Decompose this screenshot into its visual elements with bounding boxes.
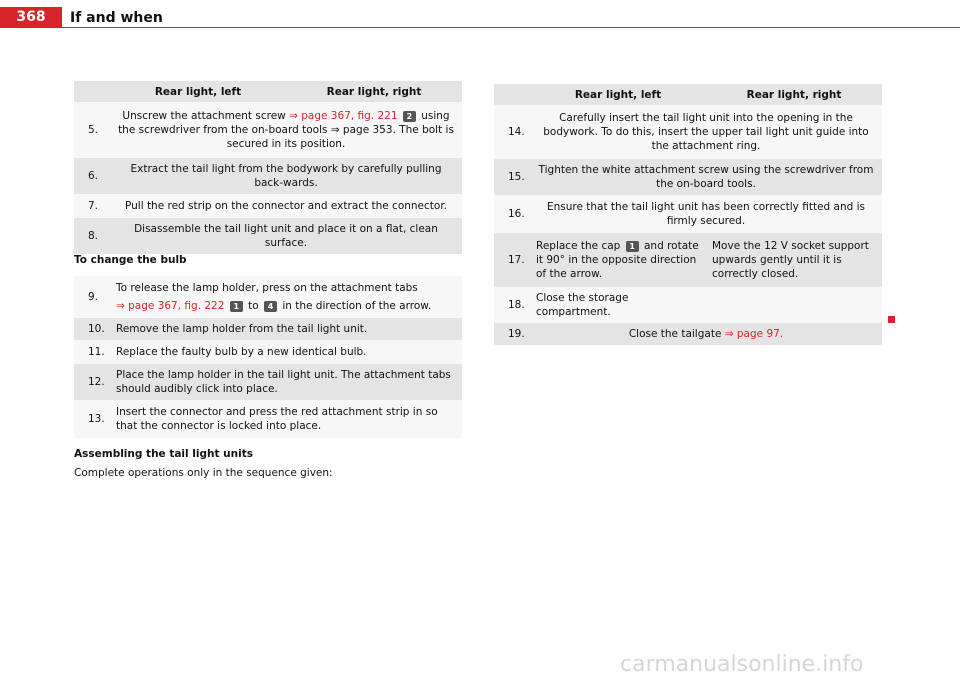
col-header-right: Rear light, right — [286, 81, 462, 102]
step-number: 10. — [74, 318, 110, 340]
watermark: carmanualsonline.info — [620, 652, 864, 677]
step-text: Tighten the white attachment screw using the screwdriver from the on-board tools. — [530, 159, 882, 195]
table-row — [74, 158, 462, 194]
header-rule — [0, 27, 960, 28]
step-text: Insert the connector and press the red attachment strip in so that the connector is locked into place. — [110, 400, 462, 438]
table-row — [494, 323, 882, 345]
table-row — [74, 218, 462, 254]
step-text: Extract the tail light from the bodywork by carefully pulling back-wards. — [110, 158, 462, 194]
step-number: 8. — [74, 218, 110, 254]
step-text-right: Move the 12 V socket support upwards gently until it is correctly closed. — [706, 233, 882, 287]
callout-badge: 1 — [230, 301, 243, 312]
table-change-bulb — [74, 276, 462, 438]
section-heading-assembling: Assembling the tail light units — [74, 448, 253, 460]
table-row — [74, 340, 462, 364]
step-number: 6. — [74, 158, 110, 194]
step-number: 17. — [494, 233, 530, 287]
page-link[interactable]: ⇒ page 367, fig. 221 — [289, 110, 398, 122]
step-text-left: Close the storage compartment. — [530, 287, 706, 323]
step-number: 11. — [74, 340, 110, 364]
table-assemble-light — [494, 84, 882, 345]
step-text-right — [706, 287, 882, 323]
step-number: 12. — [74, 364, 110, 400]
step-number: 7. — [74, 194, 110, 218]
table-row — [74, 194, 462, 218]
step-number: 19. — [494, 323, 530, 345]
table-row — [74, 364, 462, 400]
step-text: Carefully insert the tail light unit into the opening in the bodywork. To do this, insert the upper tail light unit guide into the attachment ring. — [530, 105, 882, 159]
step-text-left: Replace the cap 1 and rotate it 90° in the opposite direction of the arrow. — [530, 233, 706, 287]
table-row — [74, 318, 462, 340]
step-text: Ensure that the tail light unit has been correctly fitted and is firmly secured. — [530, 195, 882, 233]
col-header-right: Rear light, right — [706, 84, 882, 105]
step-number: 16. — [494, 195, 530, 233]
callout-badge: 2 — [403, 111, 416, 122]
step-text: Remove the lamp holder from the tail light unit. — [110, 318, 462, 340]
step-text: Place the lamp holder in the tail light unit. The attachment tabs should audibly click into place. — [110, 364, 462, 400]
section-heading-bulb: To change the bulb — [74, 254, 187, 266]
step-number: 9. — [74, 276, 110, 318]
table-row — [494, 287, 882, 323]
page-number: 368 — [0, 7, 62, 27]
callout-badge: 1 — [626, 241, 639, 252]
table-row — [494, 159, 882, 195]
assembling-note: Complete operations only in the sequence given: — [74, 467, 333, 479]
step-number: 18. — [494, 287, 530, 323]
step-number: 14. — [494, 105, 530, 159]
step-text: Replace the faulty bulb by a new identical bulb. — [110, 340, 462, 364]
table-remove-light — [74, 81, 462, 254]
step-number: 15. — [494, 159, 530, 195]
table-row — [494, 233, 882, 287]
page-header — [0, 0, 960, 32]
table-header-spacer — [494, 84, 530, 105]
step-text: Unscrew the attachment screw ⇒ page 367, fig. 221 2 using the screwdriver from the on-board tools ⇒ page 353. The bolt is secured in its position. — [110, 102, 462, 158]
col-header-left: Rear light, left — [110, 81, 286, 102]
page-link[interactable]: ⇒ page 97. — [724, 328, 784, 340]
step-text: Close the tailgate ⇒ page 97. — [530, 323, 882, 345]
step-text: Disassemble the tail light unit and place it on a flat, clean surface. — [110, 218, 462, 254]
table-header-spacer — [74, 81, 110, 102]
table-row — [74, 276, 462, 318]
callout-badge: 4 — [264, 301, 277, 312]
step-number: 13. — [74, 400, 110, 438]
page-title: If and when — [70, 10, 163, 26]
table-row — [494, 105, 882, 159]
step-number: 5. — [74, 102, 110, 158]
table-row — [494, 195, 882, 233]
section-end-marker — [888, 316, 895, 323]
table-row — [74, 102, 462, 158]
step-text: Pull the red strip on the connector and extract the connector. — [110, 194, 462, 218]
step-text: To release the lamp holder, press on the attachment tabs ⇒ page 367, fig. 222 1 to 4 in the direction of the arrow. — [110, 276, 462, 318]
table-row — [74, 400, 462, 438]
col-header-left: Rear light, left — [530, 84, 706, 105]
page-link[interactable]: ⇒ page 367, fig. 222 — [116, 300, 225, 312]
